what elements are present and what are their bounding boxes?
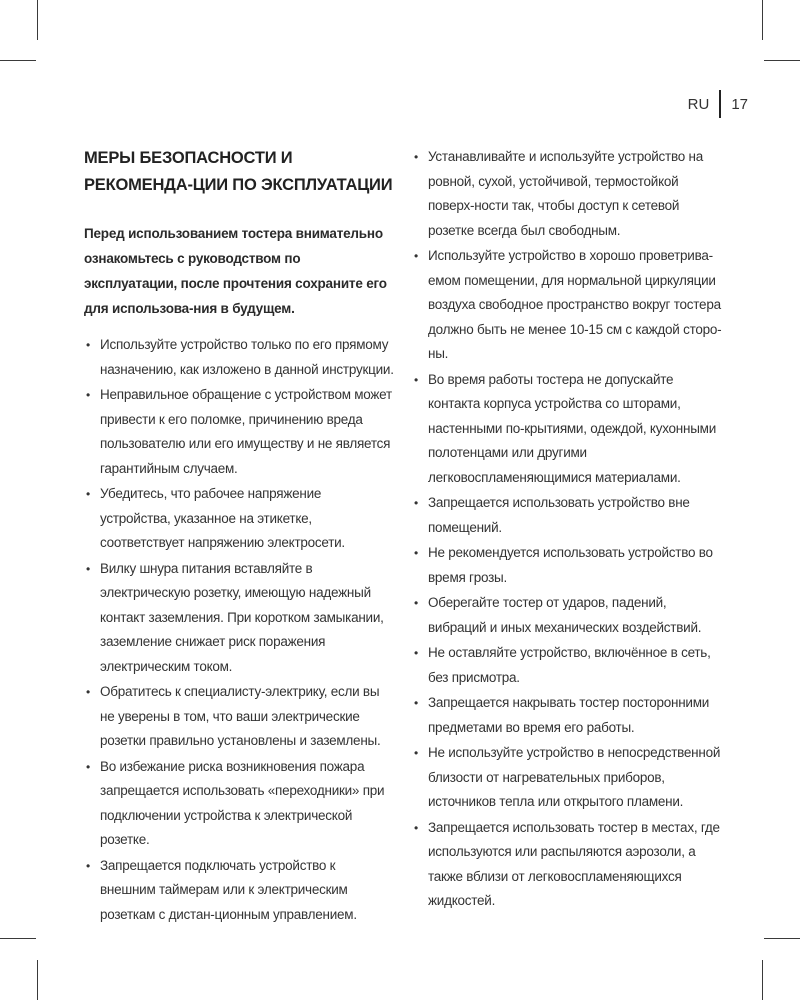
crop-mark [762,960,763,1000]
crop-mark [764,938,800,939]
bullet-icon: • [86,759,90,774]
list-item: • Неправильное обращение с устройством может привести к его поломке, причинению вреда пользователю или его имуществу и не является гарантийным случаем. [84,383,394,481]
list-item: • Запрещается использовать тостер в местах, где используются или распыляются аэрозоли, а также вблизи от легковоспламеняющихся жидкостей. [412,816,724,914]
bullet-icon: • [86,561,90,576]
page-number: 17 [731,95,748,113]
bullet-icon: • [414,596,418,610]
bullet-icon: • [86,338,90,352]
intro-paragraph: Перед использованием тостера внимательно ознакомьтесь с руководством по эксплуатации, после прочтения сохраните его для использова-ния в будущем. [84,226,387,316]
crop-mark [764,60,800,61]
list-item: • Обратитесь к специалисту-электрику, если вы не уверены в том, что ваши электрические розетки правильно установлены и заземлены. [84,680,394,754]
list-item: • Запрещается накрывать тостер посторонними предметами во время его работы. [412,691,724,740]
bullet-icon: • [414,496,418,510]
left-column [84,145,394,928]
bullet-icon: • [414,746,418,760]
bullet-icon: • [414,820,418,835]
list-item: • Оберегайте тостер от ударов, падений, вибраций и иных механических воздействий. [412,591,724,640]
list-item: • Не рекомендуется использовать устройство во время грозы. [412,541,724,590]
crop-mark [0,938,36,939]
list-item: • Не используйте устройство в непосредственной близости от нагревательных приборов, источников тепла или открытого пламени. [412,741,724,815]
crop-mark [37,0,38,40]
crop-mark [762,0,763,40]
bullet-icon: • [414,150,418,164]
bullet-icon: • [414,546,418,560]
list-item: • Запрещается использовать устройство вне помещений. [412,491,724,540]
bullet-icon: • [414,646,418,660]
list-item: • Запрещается подключать устройство к внешним таймерам или к электрическим розеткам с дистан-ционным управлением. [84,854,394,928]
crop-mark [37,960,38,1000]
safety-list-left [84,333,394,927]
crop-mark [0,60,36,61]
bullet-icon: • [86,388,90,402]
list-item: • Не оставляйте устройство, включённое в сеть, без присмотра. [412,641,724,690]
bullet-icon: • [414,372,418,387]
list-item: • Вилку шнура питания вставляйте в электрическую розетку, имеющую надежный контакт заземления. При коротком замыкании, заземление снижает риск поражения электрическим током. [84,557,394,680]
list-item: • Во избежание риска возникновения пожара запрещается использовать «переходники» при подключении устройства к электрической розетке. [84,755,394,853]
list-item: • Убедитесь, что рабочее напряжение устройства, указанное на этикетке, соответствует напряжению электросети. [84,482,394,556]
bullet-icon: • [86,685,90,699]
header-divider [719,90,721,118]
bullet-icon: • [86,487,90,501]
language-code: RU [687,95,710,113]
section-title: МЕРЫ БЕЗОПАСНОСТИ И РЕКОМЕНДА-ЦИИ ПО ЭКСПЛУАТАЦИИ [84,149,393,194]
bullet-icon: • [414,696,418,710]
list-item: • Во время работы тостера не допускайте контакта корпуса устройства со шторами, настенными по-крытиями, одеждой, кухонными полотенцами или другими легковоспламеняющимися материалами. [412,368,724,491]
list-item: • Используйте устройство только по его прямому назначению, как изложено в данной инструкции. [84,333,394,382]
list-item: • Используйте устройство в хорошо проветрива-емом помещении, для нормальной циркуляции воздуха свободное пространство вокруг тостера должно быть не менее 10-15 см с каждой сторо-ны. [412,244,724,367]
bullet-icon: • [414,249,418,263]
page-header [688,90,748,118]
safety-list-right [412,145,724,914]
list-item: • Устанавливайте и используйте устройство на ровной, сухой, устойчивой, термостойкой поверх-ности так, чтобы доступ к сетевой розетке всегда был свободным. [412,145,724,243]
bullet-icon: • [86,858,90,873]
right-column [412,145,724,915]
